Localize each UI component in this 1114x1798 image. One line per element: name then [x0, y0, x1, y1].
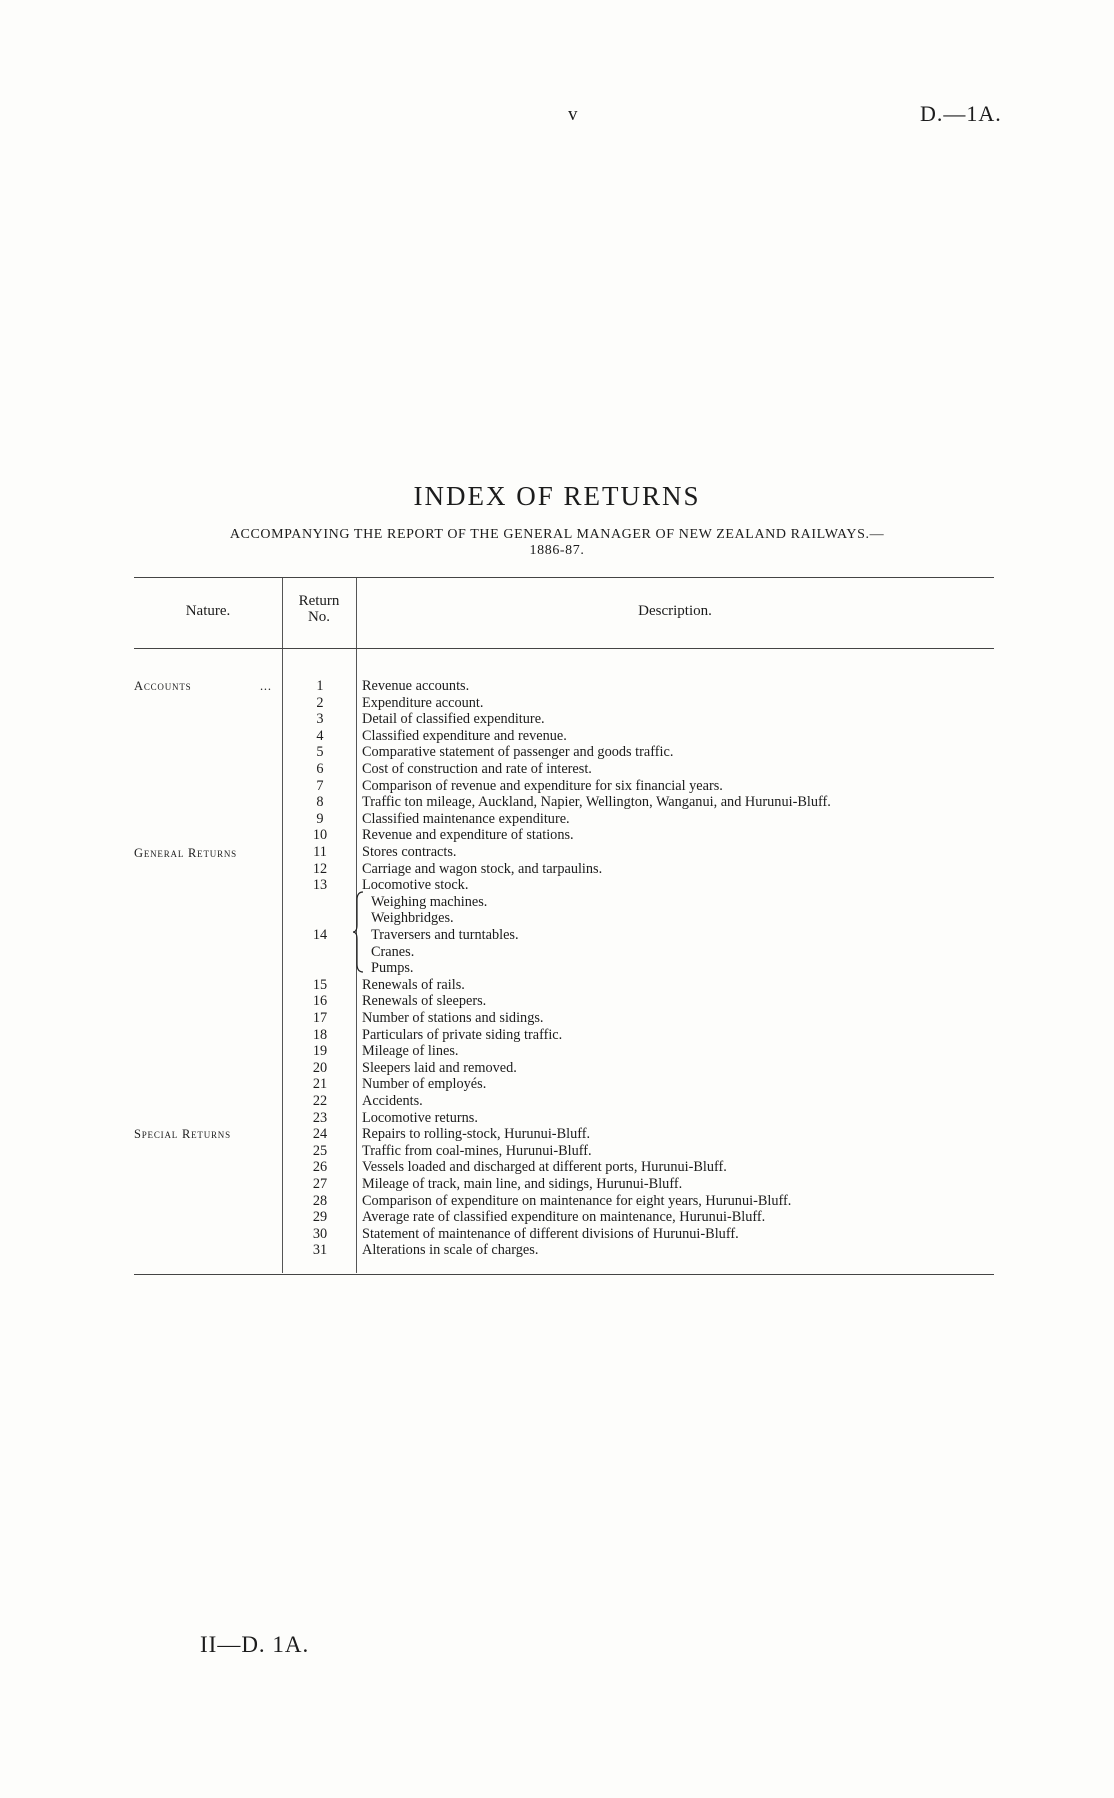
return-description: Traffic ton mileage, Auckland, Napier, Wellington, Wanganui, and Hurunui-Bluff. — [362, 794, 831, 811]
table-row — [0, 1027, 1114, 1044]
return-description: Cost of construction and rate of interest. — [362, 761, 592, 777]
table-row — [0, 728, 1114, 745]
return-description: Detail of classified expenditure. — [362, 711, 545, 728]
return-description: Locomotive returns. — [362, 1109, 478, 1126]
table-row — [0, 711, 1114, 728]
return-number: 21 — [312, 1076, 328, 1093]
return-number: 22 — [312, 1093, 328, 1109]
table-row — [0, 894, 1114, 911]
return-number: 28 — [312, 1192, 328, 1209]
return-description: Mileage of track, main line, and sidings, Hurunui-Bluff. — [362, 1176, 683, 1192]
column-header-description: Description. — [638, 603, 712, 619]
return-description: Accidents. — [362, 1093, 423, 1109]
return-description: Classified maintenance expenditure. — [362, 810, 570, 827]
return-number: 11 — [313, 844, 327, 860]
group-leader-dots: ... — [260, 679, 272, 693]
group-label-special-returns: Special Returns — [134, 1127, 231, 1141]
return-description: Expenditure account. — [362, 694, 484, 711]
table-row — [0, 1193, 1114, 1210]
return-description: Comparison of revenue and expenditure for six financial years. — [362, 777, 723, 794]
return-description: Repairs to rolling-stock, Hurunui-Bluff. — [362, 1126, 591, 1143]
table-row — [0, 877, 1114, 894]
table-row — [0, 1076, 1114, 1093]
return-number: 19 — [312, 1043, 328, 1060]
table-row — [0, 910, 1114, 927]
table-row — [0, 778, 1114, 795]
return-description: Number of employés. — [362, 1076, 487, 1093]
table-row — [0, 944, 1114, 961]
return-description: Traffic from coal-mines, Hurunui-Bluff. — [362, 1142, 592, 1159]
return-description: Weighing machines. — [371, 893, 488, 910]
table-row — [0, 1060, 1114, 1077]
table-row — [0, 977, 1114, 994]
return-number: 24 — [312, 1126, 328, 1143]
page-number: v — [568, 104, 578, 125]
return-description: Classified expenditure and revenue. — [362, 727, 567, 744]
table-row — [0, 1126, 1114, 1143]
return-number: 23 — [312, 1109, 328, 1126]
column-header-return-no — [282, 593, 356, 625]
return-description: Number of stations and sidings. — [362, 1010, 544, 1026]
table-row — [0, 744, 1114, 761]
return-number: 31 — [312, 1242, 328, 1259]
table-row — [0, 827, 1114, 844]
return-number: 4 — [316, 727, 324, 744]
return-description: Stores contracts. — [362, 844, 457, 860]
return-number: 6 — [316, 761, 324, 777]
table-row — [0, 1209, 1114, 1226]
return-number: 10 — [312, 827, 328, 844]
return-number: 1 — [316, 678, 324, 694]
return-number: 30 — [312, 1225, 328, 1242]
page-title: INDEX OF RETURNS — [413, 481, 701, 511]
return-number: 3 — [316, 711, 324, 728]
table-row — [0, 1143, 1114, 1160]
table-bottom-rule — [134, 1274, 994, 1275]
return-number: 17 — [312, 1010, 328, 1026]
return-description: Renewals of sleepers. — [362, 993, 487, 1010]
column-header-return-line1: Return — [298, 593, 340, 609]
return-description: Alterations in scale of charges. — [362, 1242, 539, 1259]
table-row — [0, 811, 1114, 828]
return-description: Traversers and turntables. — [371, 927, 519, 943]
table-row — [0, 1159, 1114, 1176]
column-header-nature: Nature. — [185, 603, 231, 619]
return-number: 26 — [312, 1159, 328, 1176]
table-row — [0, 695, 1114, 712]
page-footer-signature: II—D. 1A. — [200, 1632, 310, 1657]
table-row — [0, 1110, 1114, 1127]
document-reference: D.—1A. — [920, 101, 1002, 126]
group-label-accounts: Accounts — [134, 679, 192, 693]
return-number: 27 — [312, 1176, 328, 1192]
table-row — [0, 1176, 1114, 1193]
return-description: Statement of maintenance of different divisions of Hurunui-Bluff. — [362, 1225, 739, 1242]
return-description: Pumps. — [371, 960, 414, 977]
table-row — [0, 993, 1114, 1010]
return-description: Renewals of rails. — [362, 976, 465, 993]
return-number: 5 — [316, 744, 324, 761]
return-description: Comparative statement of passenger and goods traffic. — [362, 744, 674, 761]
table-row — [0, 927, 1114, 944]
return-description: Comparison of expenditure on maintenance for eight years, Hurunui-Bluff. — [362, 1192, 792, 1209]
return-number: 2 — [316, 694, 324, 711]
table-row — [0, 861, 1114, 878]
table-top-rule — [134, 577, 994, 578]
group-label-general-returns: General Returns — [134, 846, 237, 860]
return-description: Sleepers laid and removed. — [362, 1059, 517, 1076]
table-row — [0, 678, 1114, 695]
return-description: Mileage of lines. — [362, 1043, 459, 1060]
return-number: 12 — [312, 860, 328, 877]
return-number: 29 — [312, 1209, 328, 1226]
return-number: 14 — [312, 927, 328, 943]
return-number: 9 — [316, 810, 324, 827]
return-description: Carriage and wagon stock, and tarpaulins. — [362, 860, 603, 877]
return-number: 25 — [312, 1142, 328, 1159]
subtitle-line-2: 1886-87. — [529, 543, 585, 558]
return-number: 16 — [312, 993, 328, 1010]
return-description: Locomotive stock. — [362, 877, 469, 894]
return-description: Cranes. — [371, 943, 415, 960]
table-header-rule — [134, 648, 994, 649]
table-row — [0, 1010, 1114, 1027]
return-description: Average rate of classified expenditure on maintenance, Hurunui-Bluff. — [362, 1209, 766, 1226]
return-number: 15 — [312, 976, 328, 993]
return-number: 8 — [316, 794, 324, 811]
return-number: 13 — [312, 877, 328, 894]
table-row — [0, 794, 1114, 811]
page-subtitle — [0, 527, 1114, 559]
table-row — [0, 844, 1114, 861]
table-row — [0, 1226, 1114, 1243]
column-header-return-line2: No. — [307, 609, 331, 625]
subtitle-line-1: ACCOMPANYING THE REPORT OF THE GENERAL MANAGER OF NEW ZEALAND RAILWAYS.— — [229, 527, 885, 542]
table-row — [0, 761, 1114, 778]
return-description: Revenue and expenditure of stations. — [362, 827, 574, 844]
return-description: Weighbridges. — [371, 910, 454, 927]
table-row — [0, 960, 1114, 977]
return-description: Particulars of private siding traffic. — [362, 1026, 563, 1043]
return-number: 7 — [316, 777, 324, 794]
table-row — [0, 1242, 1114, 1259]
return-number: 18 — [312, 1026, 328, 1043]
table-row — [0, 1043, 1114, 1060]
table-row — [0, 1093, 1114, 1110]
return-number: 20 — [312, 1059, 328, 1076]
return-description: Vessels loaded and discharged at different ports, Hurunui-Bluff. — [362, 1159, 727, 1176]
return-description: Revenue accounts. — [362, 678, 470, 694]
